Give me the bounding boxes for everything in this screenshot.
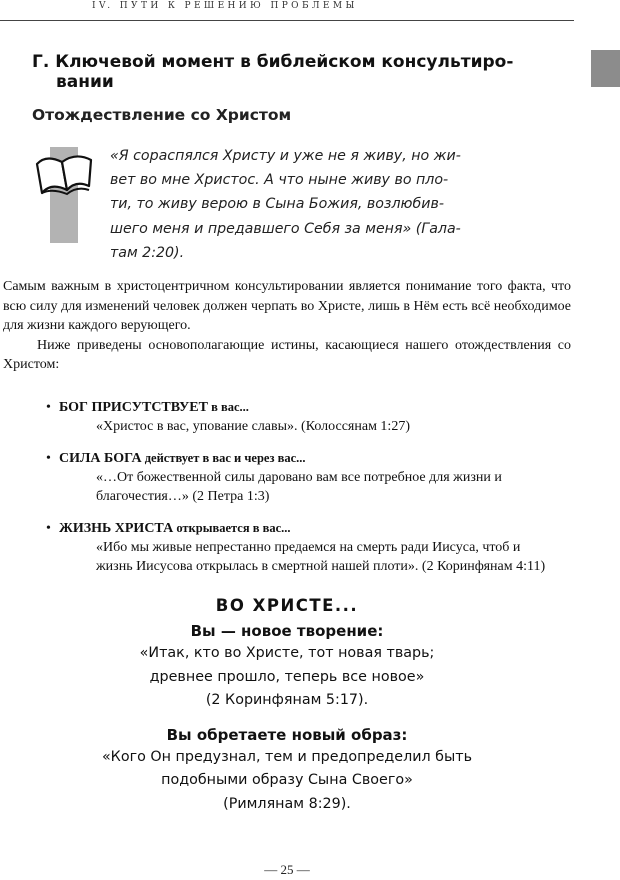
epigraph-line: ти, то живу верою в Сына Божия, возлюбив- xyxy=(110,196,444,213)
truth-lead: действует в вас и через вас... xyxy=(141,451,306,465)
open-book-icon xyxy=(34,150,94,200)
truth-item xyxy=(46,398,576,436)
bullet: • xyxy=(46,451,51,466)
truth-label: СИЛА БОГА xyxy=(59,451,142,466)
epigraph-line: вет во мне Христос. А что ныне живу во пло- xyxy=(110,172,449,189)
truth-scripture: «Ибо мы живые непрестанно предаемся на смерть ради Иисуса, чтоб и жизнь Иисусова открылась в смертной нашей плоти». (2 Коринфянам 4:11) xyxy=(96,540,546,574)
quote-line: «Кого Он предузнал, тем и предопределил быть xyxy=(101,748,473,765)
heading-line-1: Г. Ключевой момент в библейском консультиро- xyxy=(32,52,514,72)
running-head-text: IV. ПУТИ К РЕШЕНИЮ ПРОБЛЕМЫ xyxy=(92,1,358,11)
truth-label: ЖИЗНЬ ХРИСТА xyxy=(59,521,174,536)
epigraph-quote xyxy=(110,144,482,265)
body-paragraph: Самым важным в христоцентричном консультировании является понимание того факта, что всю силу для изменений человек должен черпать во Христе, лишь в Нём есть всё необходимое для жизни каждого верующего. xyxy=(3,279,571,333)
subheading: Отождествление со Христом xyxy=(32,106,292,124)
epigraph-line: «Я сораспялся Христу и уже не я живу, но жи- xyxy=(110,148,461,164)
body-paragraph: Ниже приведены основополагающие истины, касающиеся нашего отождествления со Христом: xyxy=(3,337,571,372)
quote-line: древнее прошло, теперь все новое» xyxy=(149,668,425,685)
running-head xyxy=(0,0,574,21)
in-christ-subtitle: Вы обретаете новый образ: xyxy=(166,725,408,744)
epigraph-line: шего меня и предавшего Себя за меня» (Гала- xyxy=(110,220,461,237)
truth-scripture: «…От божественной силы даровано вам все потребное для жизни и благочестия…» (2 Петра 1:3) xyxy=(96,470,502,504)
page-number: — 25 — xyxy=(264,862,310,877)
quote-line: подобными образу Сына Своего» xyxy=(161,772,413,788)
in-christ-title: ВО ХРИСТЕ... xyxy=(215,596,359,615)
quote-line: (2 Коринфянам 5:17). xyxy=(205,692,369,708)
quote-line: (Римлянам 8:29). xyxy=(223,795,351,812)
body-text xyxy=(3,277,571,375)
chapter-tab xyxy=(591,50,620,87)
bullet: • xyxy=(46,400,51,415)
epigraph-line: там 2:20). xyxy=(110,244,185,261)
truth-lead: в вас... xyxy=(207,400,249,414)
in-christ-subtitle: Вы — новое творение: xyxy=(190,622,384,640)
in-christ-quote xyxy=(0,642,574,713)
in-christ-quote xyxy=(0,746,574,817)
truth-scripture: «Христос в вас, упование славы». (Колоссянам 1:27) xyxy=(96,419,410,434)
heading-line-2: вании xyxy=(56,72,114,92)
truth-label: БОГ ПРИСУТСТВУЕТ xyxy=(59,400,208,415)
truth-item xyxy=(46,449,576,506)
quote-line: «Итак, кто во Христе, тот новая тварь; xyxy=(139,645,435,661)
truth-item xyxy=(46,519,576,576)
bullet: • xyxy=(46,521,51,536)
truths-list xyxy=(46,398,576,589)
in-christ-block xyxy=(0,596,574,816)
section-heading xyxy=(32,52,572,92)
truth-lead: открывается в вас... xyxy=(173,521,291,535)
